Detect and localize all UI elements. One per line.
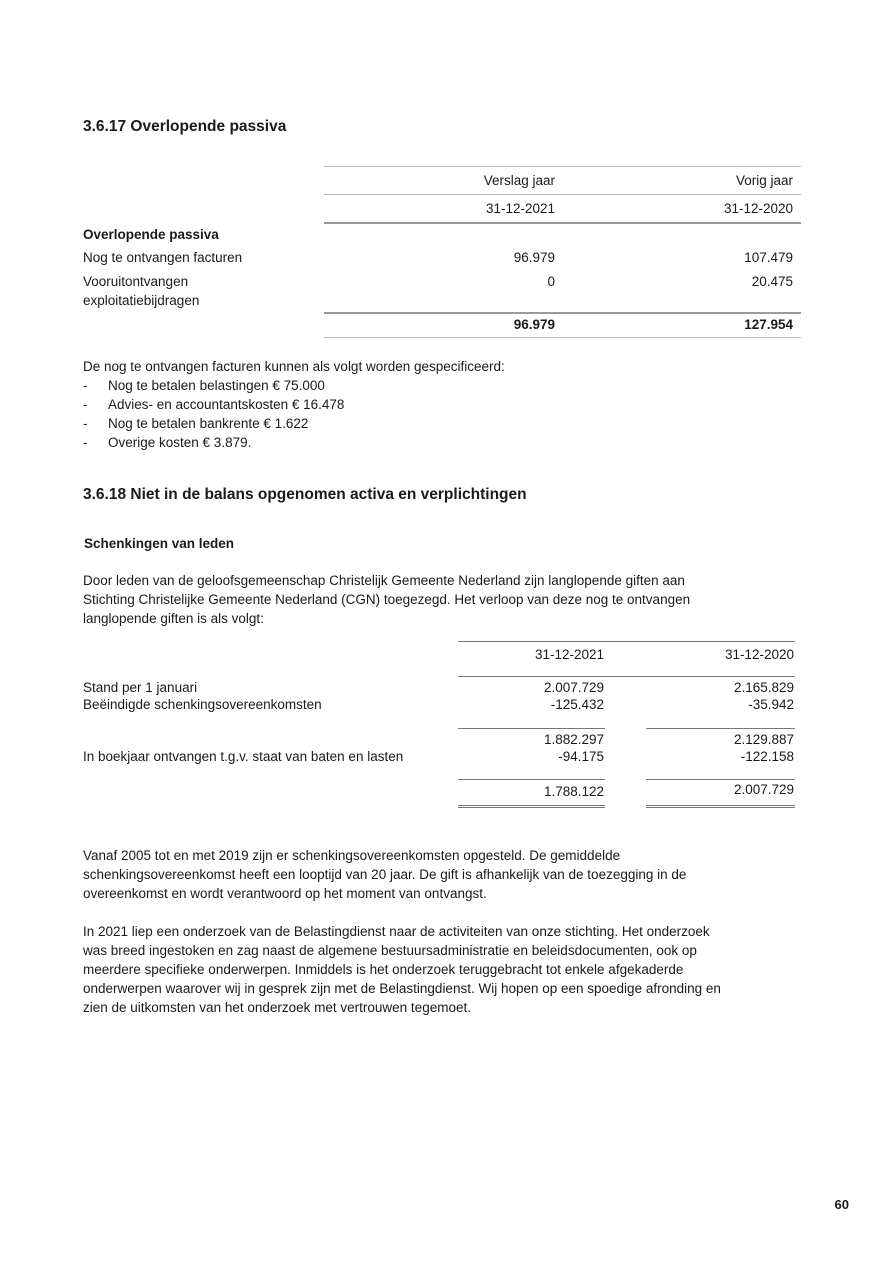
row-label-vooruitontvangen-line1: Vooruitontvangen bbox=[83, 274, 189, 289]
spec-item: - Overige kosten € 3.879. bbox=[83, 435, 252, 450]
table-top-rule bbox=[458, 641, 795, 642]
row-label-stand: Stand per 1 januari bbox=[83, 680, 198, 695]
subtotal-rule-2020 bbox=[646, 728, 795, 729]
row-value-beeindigd-2020: -35.942 bbox=[748, 697, 794, 712]
row-value-stand-2020: 2.165.829 bbox=[733, 680, 794, 695]
header-divider bbox=[324, 194, 801, 195]
subtotal-value-2021: 1.882.297 bbox=[543, 732, 604, 747]
col-date-2021: 31-12-2021 bbox=[534, 647, 604, 662]
row-value-stand-2021: 2.007.729 bbox=[543, 680, 604, 695]
total-value-2021: 96.979 bbox=[513, 317, 555, 332]
intro-paragraph: Door leden van de geloofsgemeenschap Christelijk Gemeente Nederland zijn langlopende giften aan Stichting Christelijke Gemeente Nederland (CGN) toegezegd. Het verloop van deze nog te ontvangen langlopende giften is als volgt: bbox=[83, 573, 691, 626]
subtotal-value-2020: 2.129.887 bbox=[733, 732, 794, 747]
paragraph-schenkingsovereenkomsten: Vanaf 2005 tot en met 2019 zijn er schenkingsovereenkomsten opgesteld. De gemiddelde schenkingsovereenkomst heeft een looptijd van 20 jaar. De gift is afhankelijk van de toezegging in de overeenkomst en wordt verantwoord op het moment van ontvangst. bbox=[83, 848, 687, 901]
col-date-2020: 31-12-2020 bbox=[723, 201, 793, 216]
section-title-overlopende-passiva: 3.6.17 Overlopende passiva bbox=[83, 118, 287, 135]
total-bottom-rule bbox=[324, 337, 801, 338]
row-value-facturen-2021: 96.979 bbox=[513, 250, 555, 265]
total-rule-2021 bbox=[458, 779, 605, 780]
row-label-facturen: Nog te ontvangen facturen bbox=[83, 250, 243, 265]
spec-intro: De nog te ontvangen facturen kunnen als volgt worden gespecificeerd: bbox=[83, 359, 505, 374]
header-bottom-rule bbox=[458, 676, 795, 677]
row-label-ontvangen: In boekjaar ontvangen t.g.v. staat van baten en lasten bbox=[83, 749, 404, 764]
row-value-vooruitontvangen-2021: 0 bbox=[547, 274, 555, 289]
paragraph-belastingdienst: In 2021 liep een onderzoek van de Belastingdienst naar de activiteiten van onze stichting. Het onderzoek was breed ingestoken en zag naast de algemene bestuursadministratie en beleidsdocumenten, ook op meerdere specifieke onderwerpen. Inmiddels is het onderzoek teruggebracht tot enkele afgekaderde onderwerpen waarover wij in gesprek zijn met de Belastingdienst. Wij hopen op een spoedige afronding en zien de uitkomsten van het onderzoek met vertrouwen tegemoet. bbox=[83, 924, 721, 1015]
section-title-niet-in-balans: 3.6.18 Niet in de balans opgenomen activa en verplichtingen bbox=[83, 486, 527, 503]
row-label-vooruitontvangen-line2: exploitatiebijdragen bbox=[83, 293, 200, 308]
total-value-2020: 127.954 bbox=[744, 317, 793, 332]
total-value-2020: 2.007.729 bbox=[733, 782, 794, 797]
page-number: 60 bbox=[834, 1197, 849, 1212]
total-top-rule bbox=[324, 312, 801, 314]
row-value-facturen-2020: 107.479 bbox=[744, 250, 793, 265]
col-header-vorig-jaar: Vorig jaar bbox=[735, 173, 793, 188]
row-value-beeindigd-2021: -125.432 bbox=[550, 697, 604, 712]
row-value-ontvangen-2021: -94.175 bbox=[558, 749, 604, 764]
total-double-rule-2021 bbox=[458, 805, 605, 808]
row-value-vooruitontvangen-2020: 20.475 bbox=[751, 274, 793, 289]
col-header-verslag-jaar: Verslag jaar bbox=[483, 173, 555, 188]
col-date-2020: 31-12-2020 bbox=[724, 647, 794, 662]
total-double-rule-2020 bbox=[646, 805, 795, 808]
spec-item: - Nog te betalen belastingen € 75.000 bbox=[83, 378, 325, 393]
header-bottom-rule bbox=[324, 222, 801, 224]
total-value-2021: 1.788.122 bbox=[543, 784, 604, 799]
group-label: Overlopende passiva bbox=[83, 227, 219, 242]
subtitle-schenkingen: Schenkingen van leden bbox=[84, 536, 235, 551]
spec-item: - Nog te betalen bankrente € 1.622 bbox=[83, 416, 309, 431]
subtotal-rule-2021 bbox=[458, 728, 605, 729]
row-value-ontvangen-2020: -122.158 bbox=[740, 749, 794, 764]
spec-item: - Advies- en accountantskosten € 16.478 bbox=[83, 397, 345, 412]
col-date-2021: 31-12-2021 bbox=[485, 201, 555, 216]
table-top-rule bbox=[324, 166, 801, 167]
row-label-beeindigd: Beëindigde schenkingsovereenkomsten bbox=[83, 697, 322, 712]
